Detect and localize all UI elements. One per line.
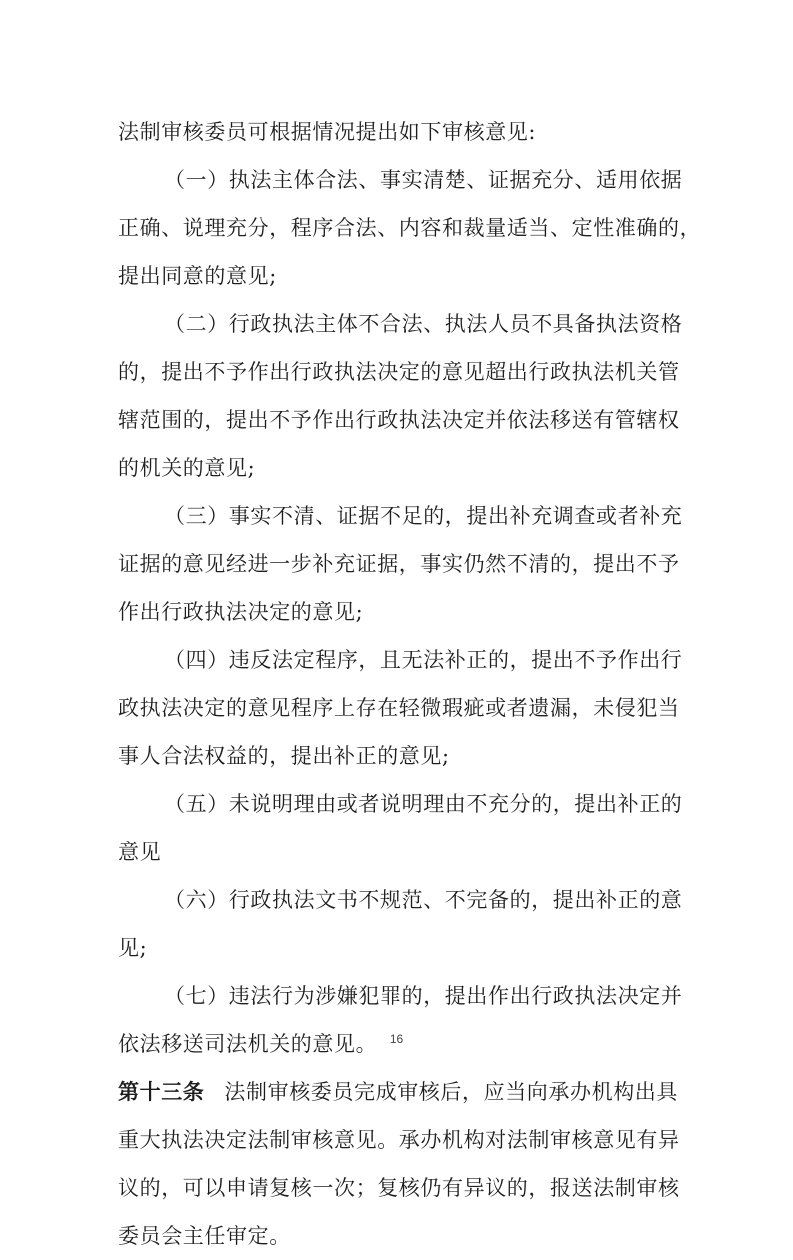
text-line: 证据的意见经进一步补充证据，事实仍然不清的，提出不予 [118, 552, 680, 576]
text-line: 议的，可以申请复核一次；复核仍有异议的，报送法制审核 [118, 1176, 680, 1200]
intro-paragraph: 法制审核委员可根据情况提出如下审核意见: [118, 120, 537, 144]
text-line: （六）行政执法文书不规范、不完备的，提出补正的意 [164, 888, 683, 912]
opinion-item-2 [118, 300, 683, 492]
text-line: （三）事实不清、证据不足的，提出补充调查或者补充 [164, 504, 683, 528]
text-line: （一）执法主体合法、事实清楚、证据充分、适用依据 [164, 168, 683, 192]
text-line: 政执法决定的意见程序上存在轻微瑕疵或者遗漏，未侵犯当 [118, 696, 680, 720]
text-line: 作出行政执法决定的意见; [118, 600, 364, 624]
text-line: 委员会主任审定。 [118, 1224, 291, 1248]
text-line: 辖范围的，提出不予作出行政执法决定并依法移送有管辖权 [118, 408, 680, 432]
opinion-item-4 [118, 636, 683, 780]
opinion-item-1 [118, 156, 702, 300]
opinion-item-5 [118, 780, 683, 876]
text-line: 的，提出不予作出行政执法决定的意见超出行政执法机关管 [118, 360, 680, 384]
text-line: 重大执法决定法制审核意见。承办机构对法制审核意见有异 [118, 1128, 680, 1152]
text-line: （五）未说明理由或者说明理由不充分的，提出补正的 [164, 792, 683, 816]
text-line: 的机关的意见; [118, 456, 256, 480]
text-line: 提出同意的意见; [118, 264, 277, 288]
text-line: 依法移送司法机关的意见。 [118, 1032, 378, 1056]
text-line: （七）违法行为涉嫌犯罪的，提出作出行政执法决定并 [164, 984, 683, 1008]
opinion-item-6 [118, 876, 683, 972]
article-heading: 第十三条 [118, 1079, 205, 1104]
text-line: 事人合法权益的，提出补正的意见; [118, 744, 450, 768]
text-line: 意见 [118, 840, 162, 864]
text-line: （四）违反法定程序，且无法补正的，提出不予作出行 [164, 648, 683, 672]
article-13 [118, 1068, 678, 1260]
text-line: 见; [118, 936, 148, 960]
opinion-item-7 [118, 972, 683, 1068]
document-body [118, 108, 702, 1260]
page-number: 16 [389, 1032, 404, 1046]
text-line: （二）行政执法主体不合法、执法人员不具备执法资格 [164, 312, 683, 336]
opinion-item-3 [118, 492, 683, 636]
article-first-line [118, 1068, 678, 1116]
text-line: 正确、说理充分，程序合法、内容和裁量适当、定性准确的， [118, 216, 702, 240]
article-text: 法制审核委员完成审核后，应当向承办机构出具 [224, 1080, 679, 1104]
